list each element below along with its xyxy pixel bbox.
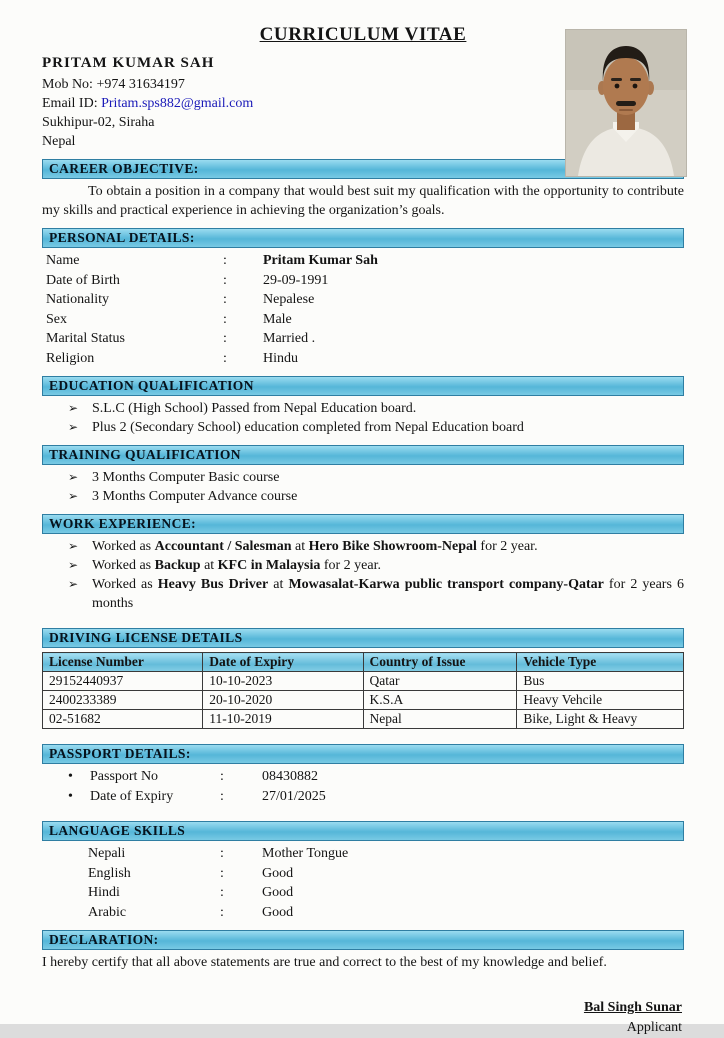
passport-label: Date of Expiry [90,788,174,804]
training-text: 3 Months Computer Advance course [92,489,298,504]
detail-colon: : [223,272,227,288]
personal-detail-row [42,271,684,291]
document-title: CURRICULUM VITAE [259,24,467,45]
training-list [42,468,684,506]
declaration-text: I hereby certify that all above statements are true and correct to the best of my knowledge and belief. [42,955,607,970]
dot-bullet-icon: • [68,788,73,804]
work-suffix: for 2 year. [476,539,538,554]
column-header-date-of-expiry: Date of Expiry [203,653,363,672]
arrow-bullet-icon: ➢ [68,558,79,572]
work-mid: at [200,558,218,573]
signature-block [42,998,684,1038]
detail-value: Hindu [263,350,298,366]
personal-detail-row [42,329,684,349]
language-colon: : [220,865,224,881]
education-text: Plus 2 (Secondary School) education completed from Nepal Education board [92,420,524,435]
dot-bullet-icon: • [68,769,73,784]
language-value: Good [262,904,294,920]
detail-colon: : [223,350,227,366]
work-role: Heavy Bus Driver [157,577,269,592]
section-heading-personal-details: PERSONAL DETAILS: [42,228,684,248]
driving-license-table [42,652,684,729]
education-item [68,399,684,418]
personal-details-list [42,251,684,368]
language-value: Good [262,865,294,881]
detail-label: Nationality [46,292,109,307]
cell-license-number: 2400233389 [43,691,203,710]
personal-detail-row [42,310,684,330]
language-label: Hindi [88,885,120,900]
detail-value: Married . [263,331,316,346]
cell-license-number: 29152440937 [43,672,203,691]
passport-details-list [42,767,684,806]
cell-date-of-expiry: 10-10-2023 [203,672,363,691]
passport-colon: : [220,788,224,804]
table-row [43,710,684,729]
work-place: KFC in Malaysia [217,558,321,573]
passport-value: 08430882 [262,769,318,784]
detail-label: Marital Status [46,331,125,346]
work-experience-text [92,537,684,556]
work-prefix: Worked as [92,558,155,573]
language-label: English [88,865,131,881]
email-label: Email ID: [42,96,102,111]
work-place: Mowasalat-Karwa public transport company-Qatar [288,577,604,592]
detail-colon: : [223,331,227,346]
cell-vehicle-type: Heavy Vehcile [517,691,684,710]
detail-value: Pritam Kumar Sah [263,253,378,268]
detail-value: 29-09-1991 [263,272,329,288]
personal-detail-row [42,290,684,310]
language-label: Nepali [88,846,126,861]
address-line-2: Nepal [42,134,76,149]
language-row [42,864,684,884]
cell-country-of-issue: Nepal [363,710,517,729]
address-line-1: Sukhipur-02, Siraha [42,115,155,130]
detail-colon: : [223,292,227,307]
passport-label: Passport No [90,769,159,784]
detail-colon: : [223,311,227,327]
personal-detail-row [42,349,684,369]
passport-detail-row [42,787,684,807]
language-colon: : [220,904,224,920]
signature-name: Bal Singh Sunar [583,1000,682,1015]
training-item [68,468,684,487]
section-heading-passport: PASSPORT DETAILS: [42,744,684,764]
work-prefix: Worked as [92,539,155,554]
work-place: Hero Bike Showroom-Nepal [308,539,477,554]
work-experience-list [42,537,684,613]
cell-country-of-issue: Qatar [363,672,517,691]
arrow-bullet-icon: ➢ [68,539,79,553]
detail-label: Religion [46,350,95,366]
detail-value: Male [263,311,292,327]
arrow-bullet-icon: ➢ [68,577,79,591]
signature-role: Applicant [626,1020,682,1035]
cell-license-number: 02-51682 [43,710,203,729]
section-heading-education: EDUCATION QUALIFICATION [42,376,684,396]
section-heading-training: TRAINING QUALIFICATION [42,445,684,465]
passport-detail-row [42,767,684,787]
training-item [68,487,684,506]
cell-date-of-expiry: 20-10-2020 [203,691,363,710]
section-heading-declaration: DECLARATION: [42,930,684,950]
language-value: Good [262,885,294,900]
work-role: Accountant / Salesman [154,539,292,554]
cell-country-of-issue: K.S.A [363,691,517,710]
detail-value: Nepalese [263,292,315,307]
language-colon: : [220,846,224,861]
table-row [43,672,684,691]
applicant-photo-graphic [566,30,686,176]
work-experience-item [68,556,684,575]
language-skills-list [42,844,684,922]
cell-vehicle-type: Bus [517,672,684,691]
applicant-photo [566,30,686,176]
personal-detail-row [42,251,684,271]
work-experience-text [92,575,684,613]
section-heading-driving-license: DRIVING LICENSE DETAILS [42,628,684,648]
language-value: Mother Tongue [262,846,349,861]
education-text: S.L.C (High School) Passed from Nepal Education board. [92,401,417,416]
work-role: Backup [154,558,201,573]
language-row [42,844,684,864]
work-experience-item [68,575,684,613]
work-suffix: for 2 years 6 months [92,577,684,611]
work-experience-item [68,537,684,556]
table-header-row [43,653,684,672]
arrow-bullet-icon: ➢ [68,420,79,434]
education-item [68,418,684,437]
passport-colon: : [220,769,224,784]
applicant-name: PRITAM KUMAR SAH [42,55,215,71]
column-header-license-number: License Number [43,653,203,672]
work-mid: at [268,577,289,592]
work-mid: at [291,539,309,554]
language-label: Arabic [88,904,127,920]
arrow-bullet-icon: ➢ [68,401,79,415]
email-link[interactable]: Pritam.sps882@gmail.com [101,96,254,111]
table-row [43,691,684,710]
detail-label: Date of Birth [46,272,120,288]
training-text: 3 Months Computer Basic course [92,470,280,485]
section-heading-career-objective: CAREER OBJECTIVE: [42,159,684,179]
education-list [42,399,684,437]
work-prefix: Worked as [92,577,158,592]
career-objective-text: To obtain a position in a company that would best suit my qualification with the opportunity to contribute my skills and practical experience in achieving the organization’s goals. [42,184,684,218]
work-suffix: for 2 year. [320,558,381,573]
section-heading-work-experience: WORK EXPERIENCE: [42,514,684,534]
cell-vehicle-type: Bike, Light & Heavy [517,710,684,729]
mobile-number: Mob No: +974 31634197 [42,77,185,92]
cell-date-of-expiry: 11-10-2019 [203,710,363,729]
detail-label: Sex [46,311,67,327]
language-row [42,883,684,903]
arrow-bullet-icon: ➢ [68,489,79,503]
column-header-vehicle-type: Vehicle Type [517,653,684,672]
detail-colon: : [223,253,227,268]
work-experience-text [92,556,684,575]
language-row [42,903,684,923]
detail-label: Name [46,253,80,268]
passport-value: 27/01/2025 [262,788,326,804]
section-heading-languages: LANGUAGE SKILLS [42,821,684,841]
column-header-country-of-issue: Country of Issue [363,653,517,672]
arrow-bullet-icon: ➢ [68,470,79,484]
language-colon: : [220,885,224,900]
